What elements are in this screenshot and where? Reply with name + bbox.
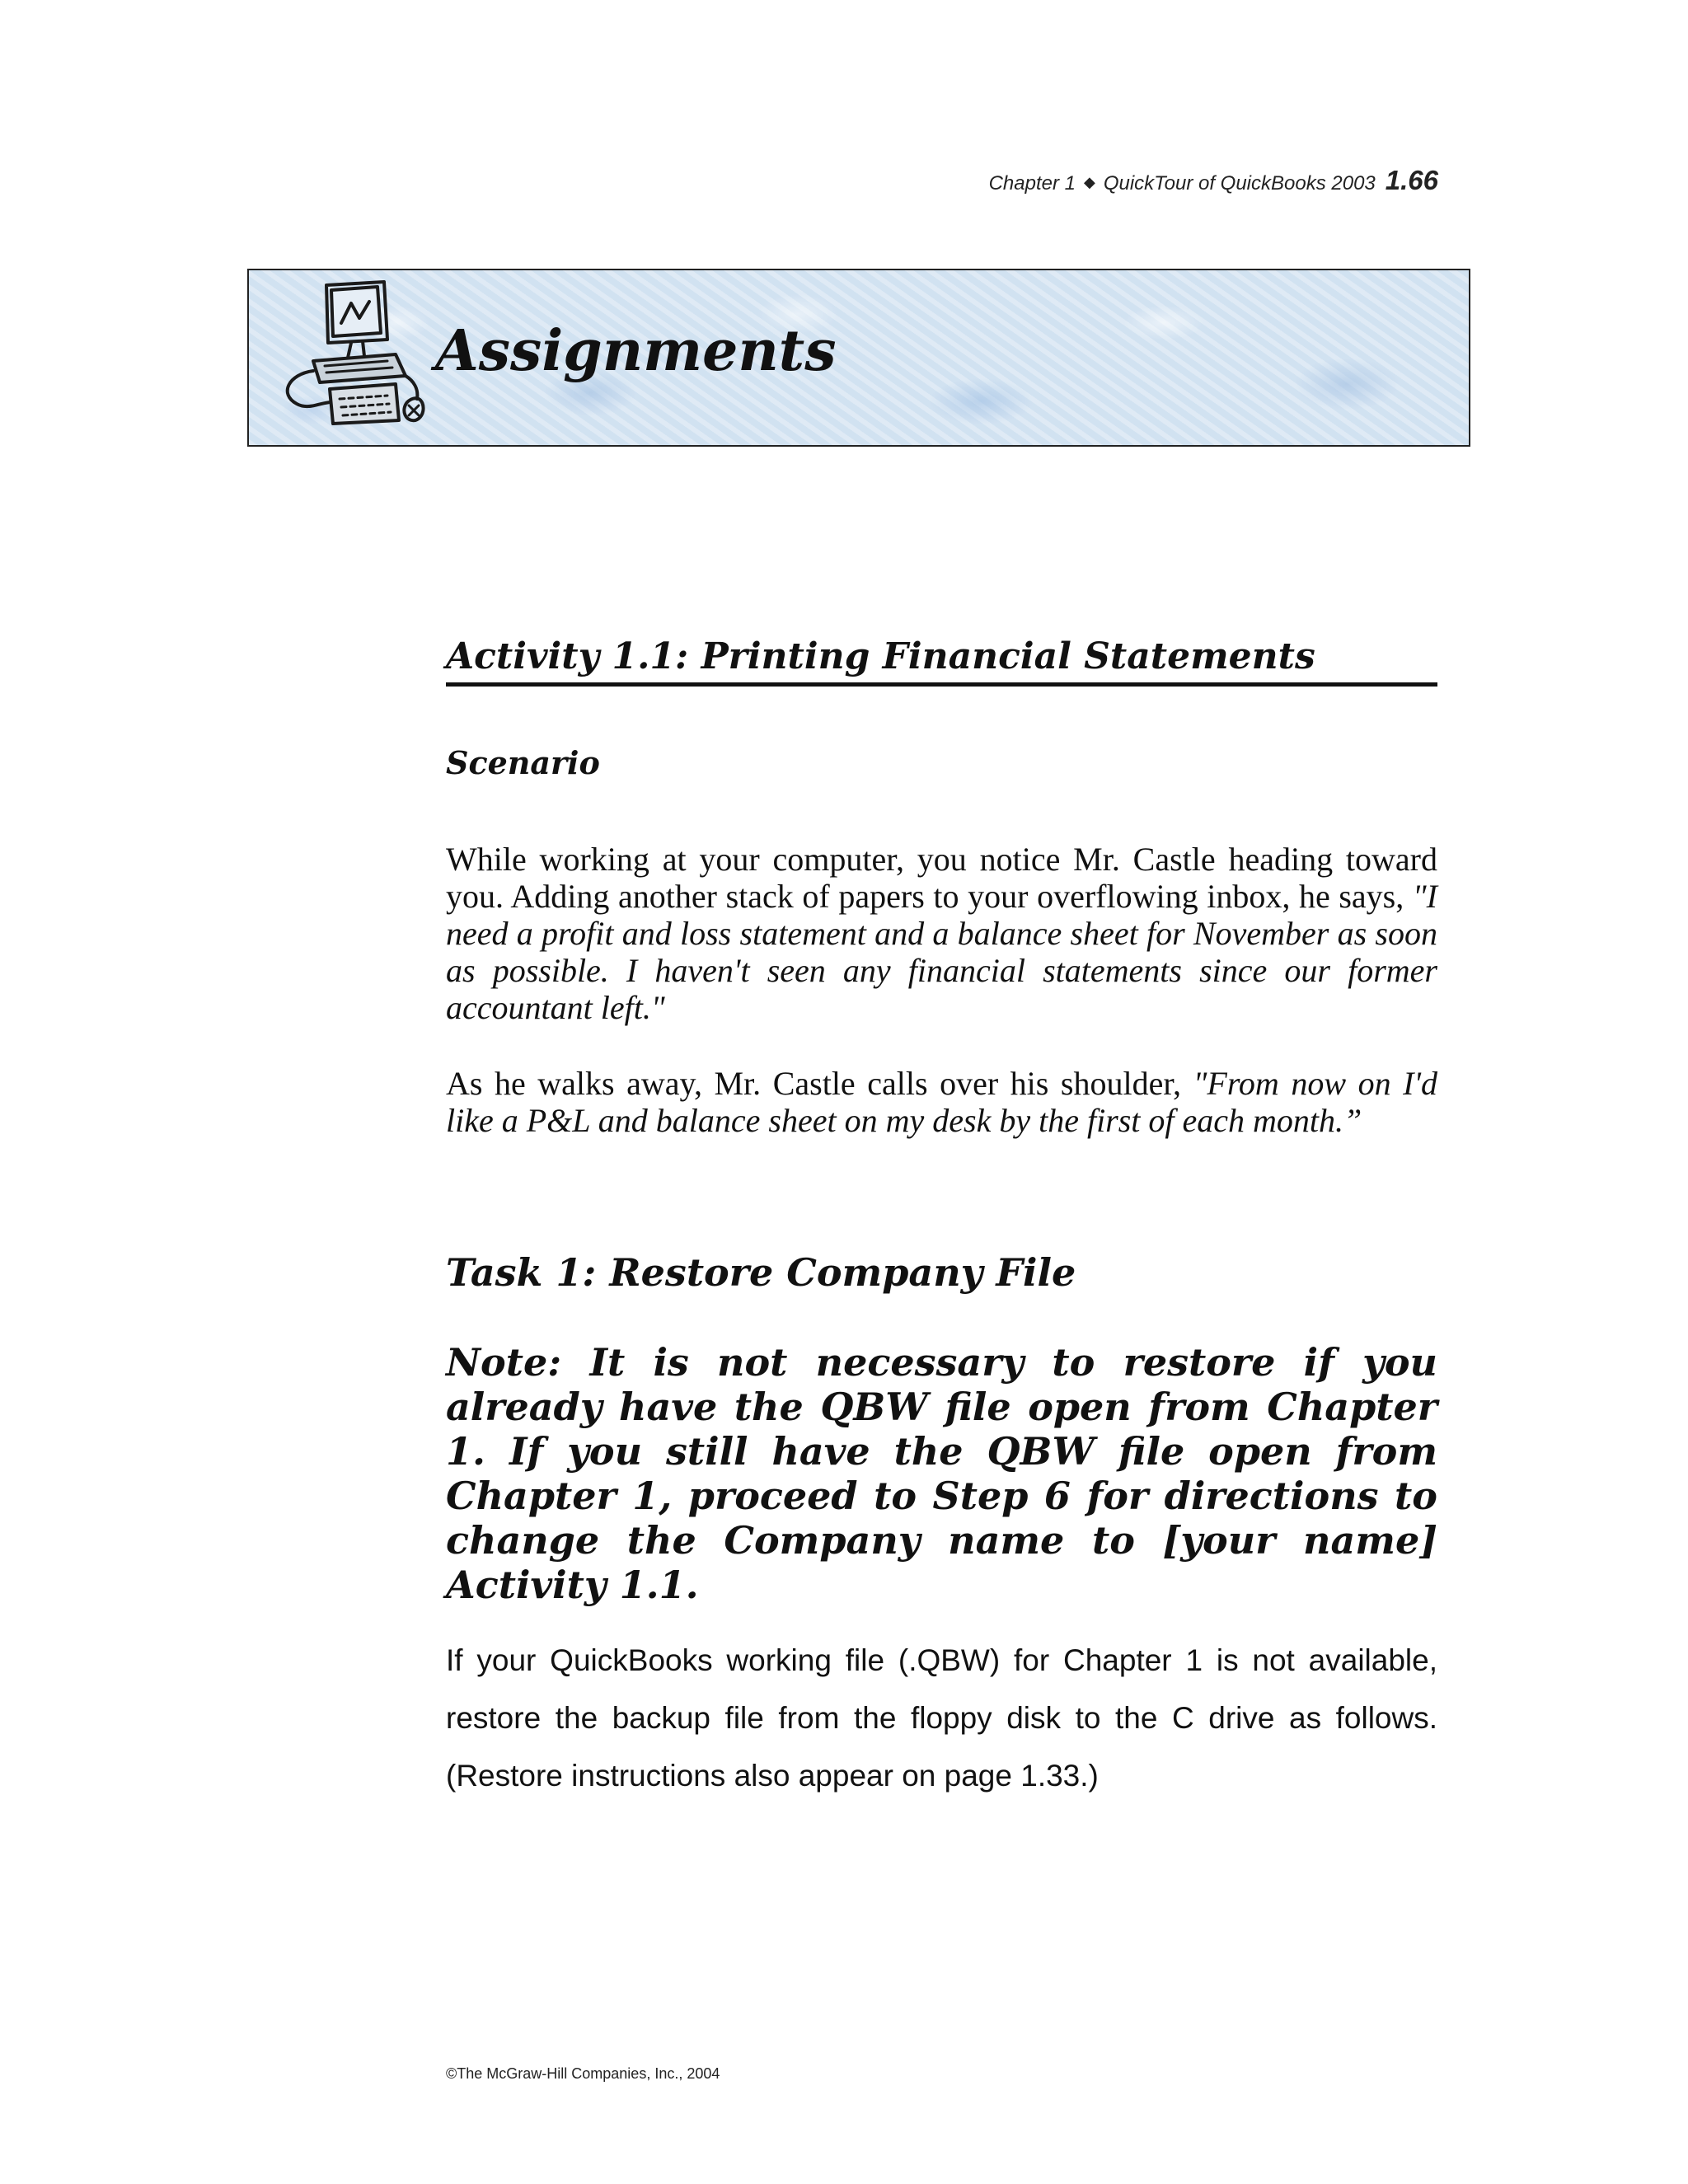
computer-sketch-icon	[272, 279, 437, 435]
para1-text: While working at your computer, you notice Mr. Castle heading toward you. Adding another stack of papers to your overflowing inbox, he says,	[446, 841, 1437, 915]
para2-quote: "From now on I'd like a P&L and balance sheet on my desk by the first of each month.”	[446, 1065, 1437, 1139]
scenario-paragraph-2	[446, 1065, 1437, 1139]
chapter-label: Chapter 1	[988, 172, 1076, 194]
restore-instructions: If your QuickBooks working file (.QBW) for Chapter 1 is not available, restore the backup file from the floppy disk to the C drive as follows. (Restore instructions also appear on page 1.33.)	[446, 1643, 1437, 1793]
scenario-paragraph-1	[446, 841, 1437, 1026]
para2-text: As he walks away, Mr. Castle calls over his shoulder,	[446, 1065, 1193, 1102]
banner-title: Assignments	[435, 318, 837, 384]
book-title: QuickTour of QuickBooks 2003	[1103, 172, 1376, 194]
activity-title: Activity 1.1: Printing Financial Statements	[446, 635, 1437, 687]
task-title: Task 1: Restore Company File	[446, 1250, 1076, 1295]
assignments-banner	[247, 269, 1470, 447]
page-number: 1.66	[1385, 165, 1438, 195]
separator-diamond: ◆	[1083, 174, 1095, 190]
scenario-heading: Scenario	[446, 744, 600, 781]
para1-quote: "I need a profit and loss statement and a balance sheet for November as soon as possible. I haven't seen any financial statements since our former accountant left."	[446, 878, 1437, 1026]
page-header	[989, 165, 1438, 196]
restore-note: Note: It is not necessary to restore if you already have the QBW file open from Chapter 1. If you still have the QBW file open from Chapter 1, proceed to Step 6 for directions to change the Company name to [your name] Activity 1.1.	[446, 1340, 1437, 1607]
copyright-footer: ©The McGraw-Hill Companies, Inc., 2004	[446, 2065, 720, 2082]
